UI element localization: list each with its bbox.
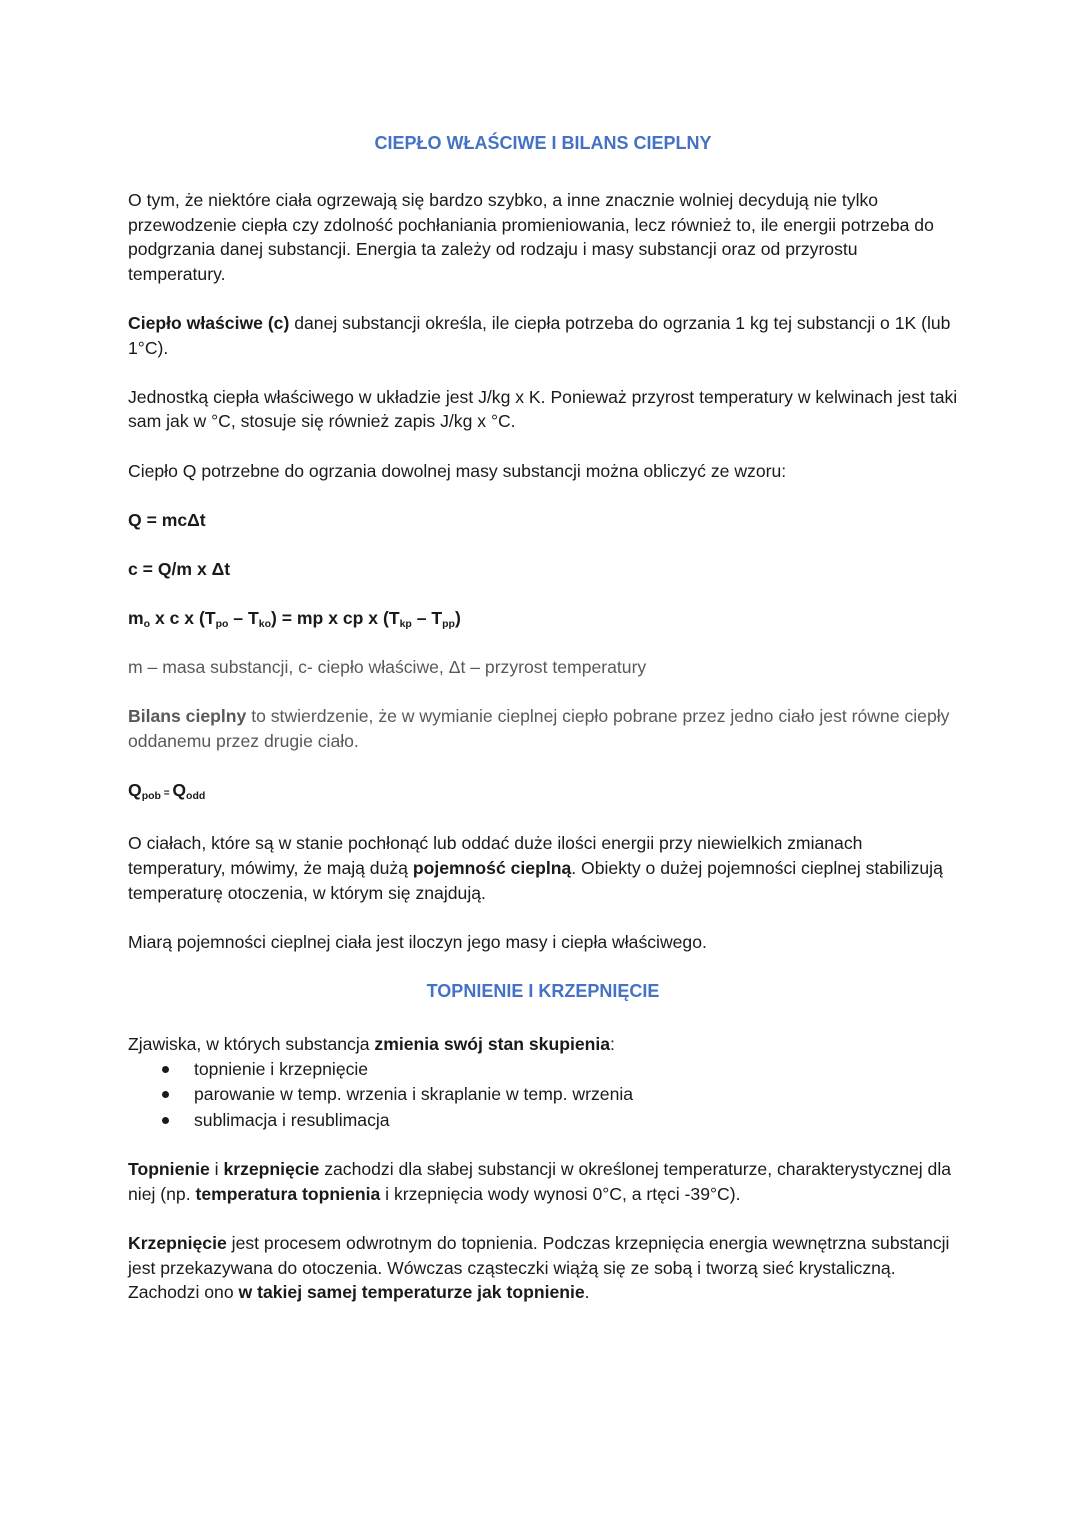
formula-q-pob-odd [128, 778, 958, 807]
solidification-term: Krzepnięcie [128, 1233, 227, 1254]
balance-definition: to stwierdzenie, że w wymianie cieplnej ciepło pobrane przez jedno ciało jest równe ciepły oddanemu przez drugie ciało. [128, 706, 950, 752]
specific-heat-definition: danej substancji określa, ile ciepła potrzeba do ogrzania 1 kg tej substancji o 1K (lub 1°C). [128, 312, 951, 358]
formula-part: m [128, 608, 144, 629]
unit-paragraph: Jednostką ciepła właściwego w układzie jest J/kg x K. Ponieważ przyrost temperatury w kelwinach jest taki sam jak w °C, stosuje się również zapis J/kg x °C. [128, 386, 958, 432]
intro-paragraph: O tym, że niektóre ciała ogrzewają się bardzo szybko, a inne znacznie wolniej decydują nie tylko przewodzenie ciepła czy zdolność pochłaniania promieniowania, lecz również to, ile energii potrzeba do podgrzania danej substancji. Energia ta zależy od rodzaju i masy substancji oraz od przyrostu temperatury. [128, 190, 934, 284]
same-temperature-term: w takiej samej temperaturze jak topnienie [238, 1282, 585, 1303]
bullet-icon [162, 1066, 169, 1073]
melting-paragraph [128, 1157, 958, 1206]
list-item-label: sublimacja i resublimacja [194, 1109, 390, 1130]
solidification-text: jest procesem odwrotnym do topnienia. Podczas krzepnięcia energia wewnętrzna substancji jest przekazywana do otoczenia. Wówczas cząsteczki wiążą się ze sobą i tworzą sieć krystaliczną. Zachodzi ono [128, 1233, 950, 1303]
melting-term: Topnienie [128, 1159, 210, 1180]
specific-heat-paragraph [128, 311, 958, 360]
bullet-icon [162, 1117, 169, 1124]
formula-subscript: po [215, 618, 229, 631]
list-item-label: parowanie w temp. wrzenia i skraplanie w temp. wrzenia [194, 1084, 634, 1105]
formula-part: Q [172, 780, 187, 801]
list-item-label: topnienie i krzepnięcie [194, 1059, 369, 1079]
specific-heat-term: Ciepło właściwe (c) [128, 312, 290, 333]
phase-change-list [128, 1057, 958, 1133]
formula-q [128, 508, 958, 533]
capacity-term: pojemność cieplną [412, 858, 572, 879]
section-title-specific-heat: CIEPŁO WŁAŚCIWE I BILANS CIEPLNY [374, 133, 712, 153]
capacity-text: . Obiekty o dużej pojemności cieplnej stabilizują temperaturę otoczenia, w którym się znajdują. [128, 858, 943, 903]
formula-balance-equation [128, 606, 958, 631]
phenomena-text: Zjawiska, w których substancja [128, 1034, 375, 1055]
formula-c [128, 557, 958, 582]
list-item [128, 1082, 958, 1107]
formula-part: ) [454, 608, 461, 629]
solidification-term: krzepnięcie [223, 1159, 320, 1180]
heat-q-paragraph: Ciepło Q potrzebne do ogrzania dowolnej masy substancji można obliczyć ze wzoru: [128, 460, 787, 481]
formula-q-text: Q = mcΔt [128, 509, 206, 530]
variable-legend: m – masa substancji, c- ciepło właściwe, Δt – przyrost temperatury [128, 657, 647, 678]
formula-part: – T [411, 608, 443, 629]
formula-subscript: odd [186, 790, 206, 803]
formula-part: x c x (T [150, 608, 216, 629]
formula-subscript: pob [141, 790, 161, 803]
section-title-melting: TOPNIENIE I KRZEPNIĘCIE [426, 981, 660, 1002]
phenomena-text: : [610, 1034, 615, 1055]
melting-text: i [209, 1159, 224, 1180]
formula-part: ) = mp x cp x (T [271, 608, 400, 629]
balance-term: Bilans cieplny [128, 706, 247, 727]
list-item [128, 1108, 958, 1133]
capacity-paragraph [128, 831, 958, 905]
formula-subscript: kp [399, 618, 412, 631]
melting-text: i krzepnięcia wody wynosi 0°C, a rtęci -39°C). [380, 1184, 741, 1205]
formula-part: Q [128, 780, 142, 801]
formula-subscript: pp [442, 618, 455, 631]
bullet-icon [162, 1091, 169, 1098]
formula-part: – T [228, 608, 259, 629]
solidification-text: . [584, 1282, 590, 1303]
formula-c-text: c = Q/m x Δt [128, 558, 231, 579]
formula-subscript: ko [258, 618, 271, 631]
phenomena-bold: zmienia swój stan skupienia [374, 1034, 611, 1055]
capacity-text: O ciałach, które są w stanie pochłonąć lub oddać duże ilości energii przy niewielkich zmianach temperatury, mówimy, że mają dużą [128, 833, 863, 879]
melting-text: zachodzi dla słabej substancji w określonej temperaturze, charakterystycznej dla niej (np. [128, 1159, 952, 1205]
list-item [128, 1057, 958, 1082]
phenomena-paragraph [128, 1032, 958, 1057]
melting-temperature-term: temperatura topnienia [195, 1184, 381, 1205]
document-page [128, 130, 958, 1305]
solidification-paragraph [128, 1231, 958, 1305]
balance-paragraph [128, 704, 958, 753]
formula-subscript: o [143, 618, 151, 631]
capacity-measure-paragraph: Miarą pojemności cieplnej ciała jest iloczyn jego masy i ciepła właściwego. [128, 931, 707, 952]
formula-part: = [160, 788, 173, 800]
